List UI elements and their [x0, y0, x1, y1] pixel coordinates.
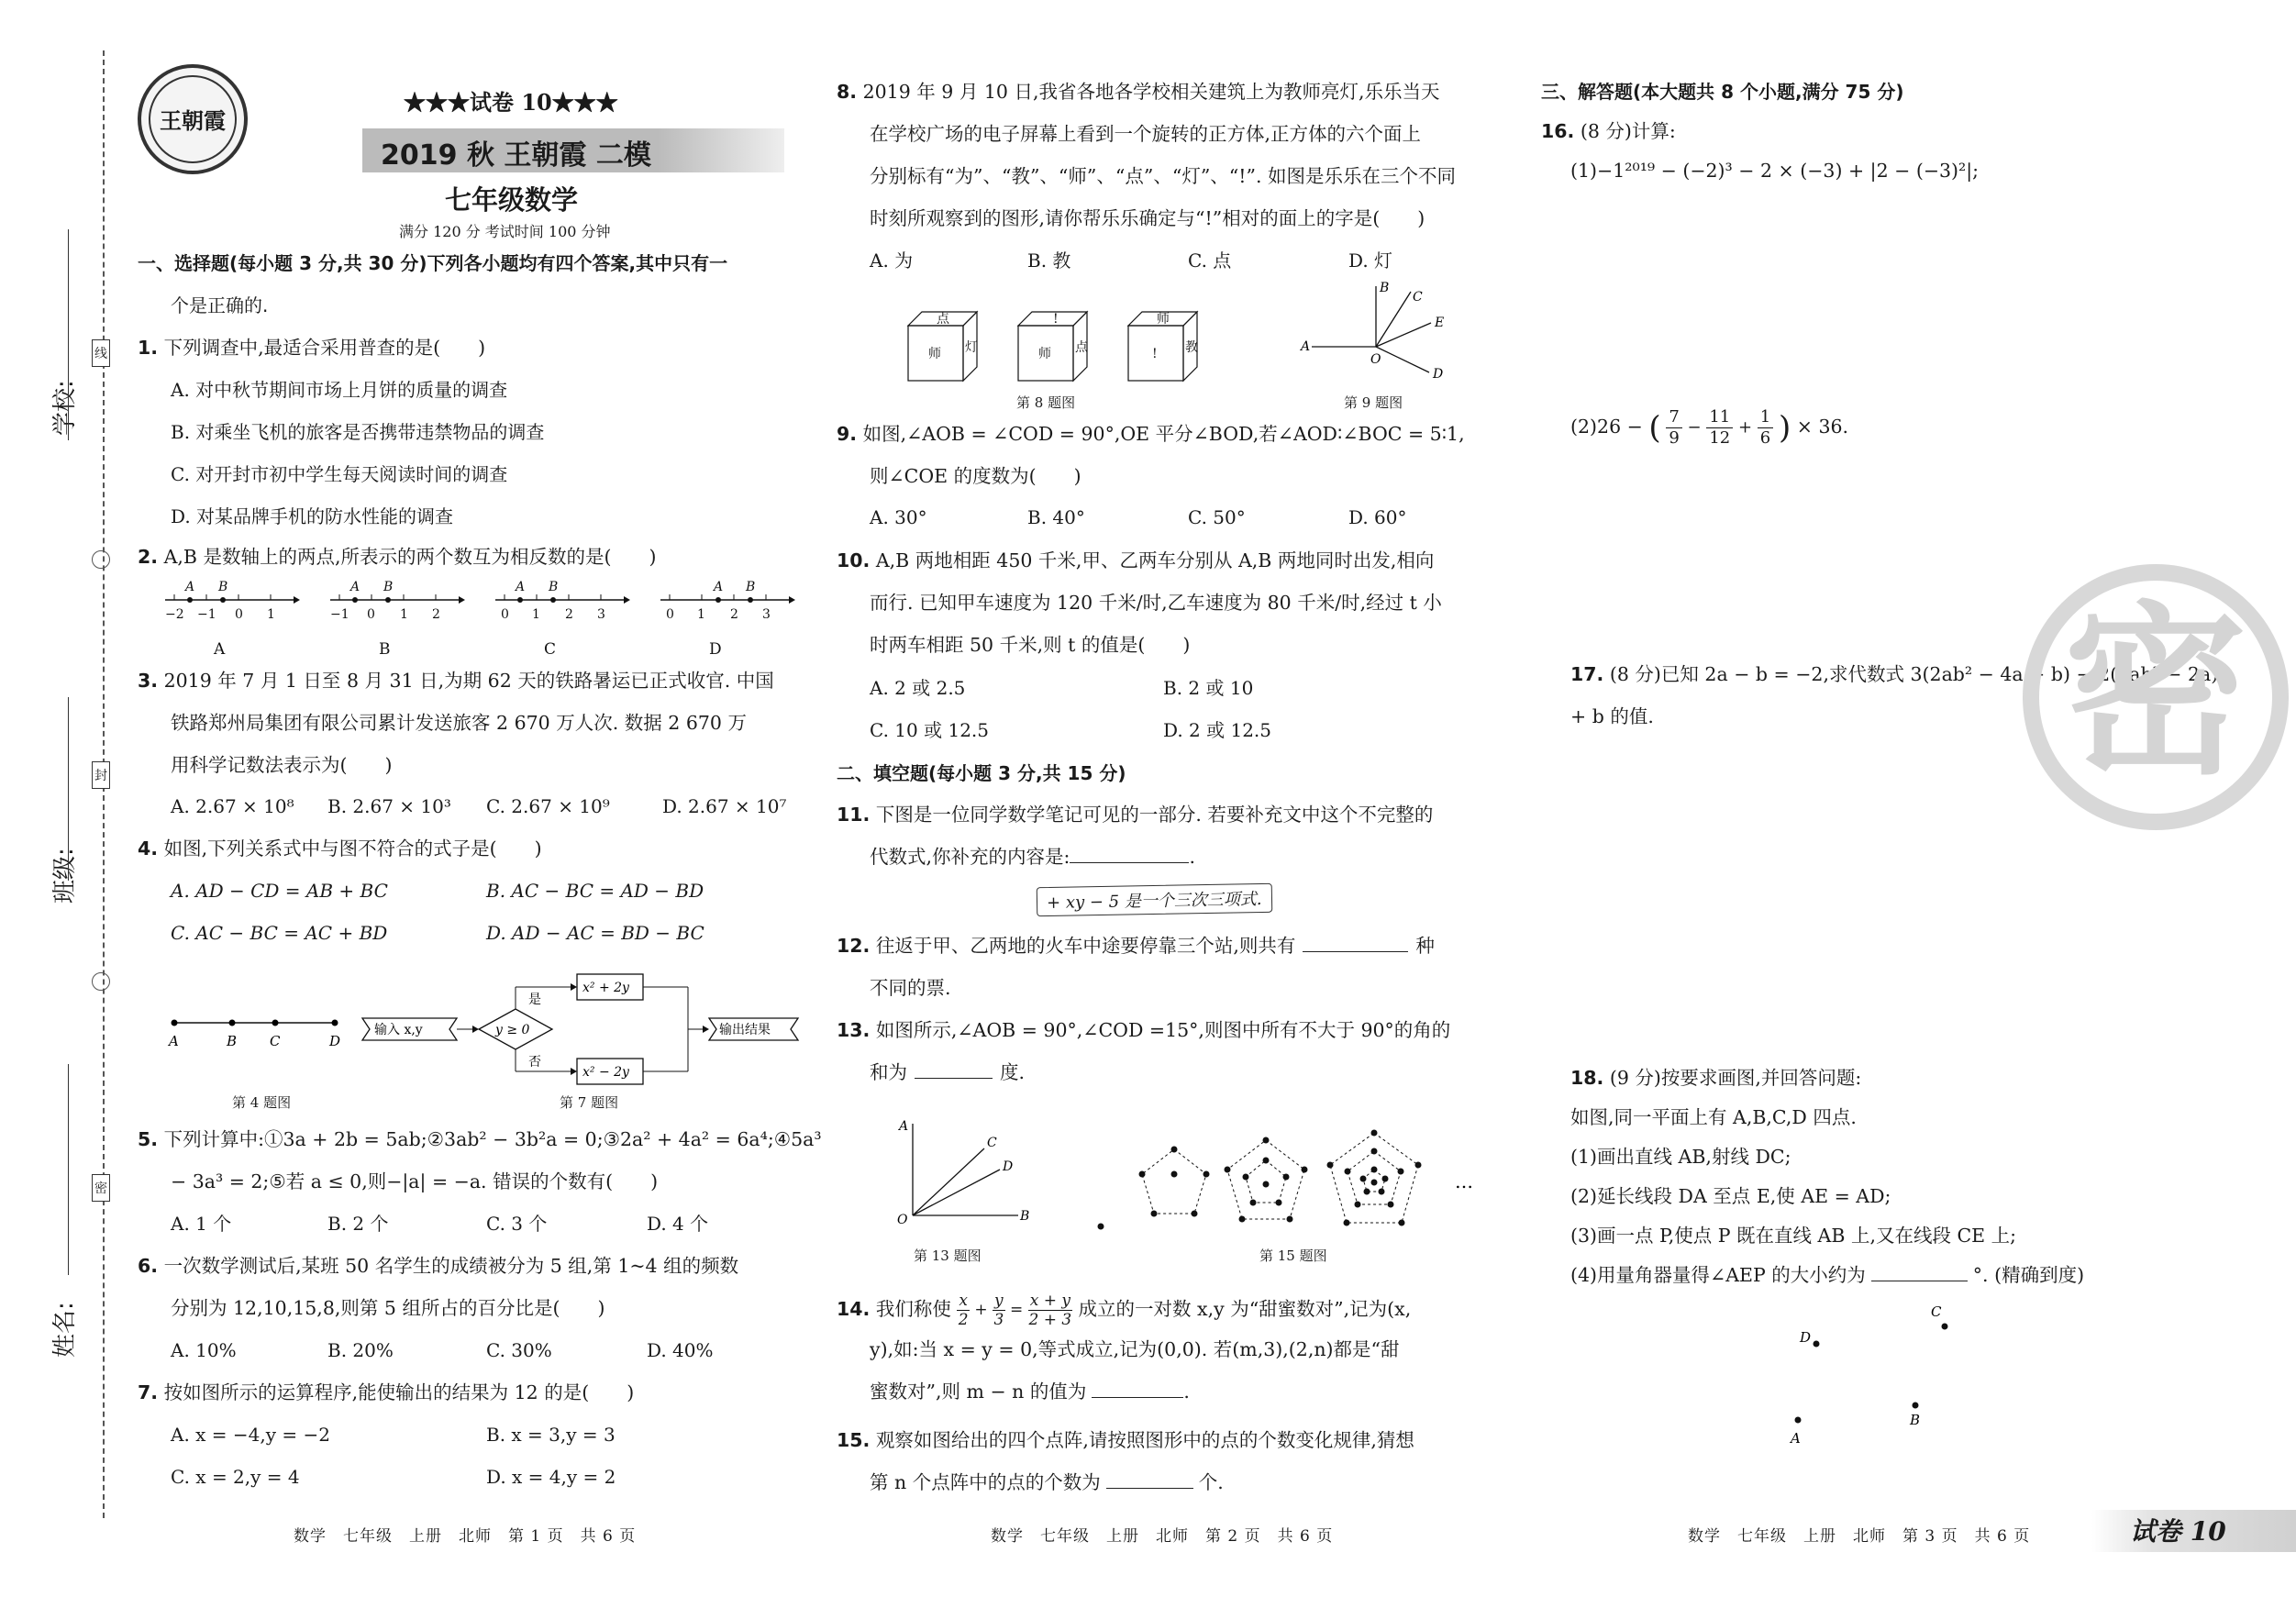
fig9-label-b: B: [1380, 281, 1390, 295]
class-label: 班级:: [51, 848, 79, 904]
q4-option-a: A. AD − CD = AB + BC: [171, 880, 388, 902]
q1-option-b: B. 对乘坐飞机的旅客是否携带违禁物品的调查: [171, 421, 545, 443]
q6-option-c: C. 30%: [486, 1339, 552, 1361]
exam-subtitle: 七年级数学: [445, 184, 579, 216]
q18-point-d: D: [1800, 1329, 1812, 1346]
section-1-heading-cont: 个是正确的.: [171, 294, 269, 316]
q14-equation: $\frac{x}{2}$ + $\frac{y}{3}$ = $\frac{x + y}{2 + 3}$: [958, 1292, 1072, 1329]
name-label: 姓名:: [51, 1302, 79, 1358]
fig7-output: 输出结果: [719, 1023, 771, 1037]
cube3-front: !: [1152, 347, 1158, 361]
svg-text:1: 1: [400, 607, 408, 622]
question-number: 2.: [138, 546, 159, 568]
q8-text-1: 2019 年 9 月 10 日,我省各地各学校相关建筑上为教师亮灯,乐乐当天: [862, 81, 1440, 103]
q2-option-a-label: A: [214, 640, 226, 659]
q18-text-6a: (4)用量角器量得∠AEP 的大小约为: [1570, 1264, 1866, 1286]
q17-text-2: + b 的值.: [1570, 705, 1654, 727]
school-label: 学校:: [51, 380, 79, 436]
q9-option-d: D. 60°: [1348, 506, 1407, 528]
cube1-front: 师: [928, 347, 941, 361]
svg-text:1: 1: [697, 607, 705, 622]
q18-text-3: (1)画出直线 AB,射线 DC;: [1570, 1146, 1791, 1168]
fig7-no: 否: [528, 1055, 541, 1070]
fig8-caption: 第 8 题图: [1016, 394, 1076, 411]
q3-text-1: 2019 年 7 月 1 日至 8 月 31 日,为期 62 天的铁路暑运已正式收官. 中国: [163, 670, 774, 692]
svg-text:−1: −1: [330, 607, 349, 622]
q7-option-c: C. x = 2,y = 4: [171, 1466, 300, 1488]
class-line: [68, 697, 69, 881]
fig4-caption: 第 4 题图: [232, 1094, 292, 1111]
cube2-side: 点: [1075, 340, 1088, 355]
q1-text: 下列调查中,最适合采用普查的是( ): [163, 337, 486, 359]
q5-text-1: 下列计算中:①3a + 2b = 5ab;②3ab² − 3b²a = 0;③2a² + 4a² = 6a⁴;④5a³: [163, 1128, 822, 1150]
q2-text: A,B 是数轴上的两点,所表示的两个数互为相反数的是( ): [163, 546, 657, 568]
q1-option-d: D. 对某品牌手机的防水性能的调查: [171, 505, 454, 527]
q7-option-d: D. x = 4,y = 2: [486, 1466, 616, 1488]
question-number: 9.: [837, 423, 858, 445]
q11-text-2: 代数式,你补充的内容是:: [870, 846, 1070, 868]
q3-text-3: 用科学记数法表示为( ): [171, 754, 393, 776]
q9-option-c: C. 50°: [1188, 506, 1246, 528]
fig9-angles: [1293, 275, 1468, 390]
q14-text-3: 蜜数对”,则 m − n 的值为: [870, 1381, 1087, 1403]
svg-text:A: A: [350, 580, 360, 594]
question-number: 12.: [837, 935, 871, 957]
q5-option-a: A. 1 个: [171, 1213, 232, 1235]
q11-text-1: 下图是一位同学数学笔记可见的一部分. 若要补充文中这个不完整的: [875, 804, 1434, 826]
q4-option-d: D. AD − AC = BD − BC: [486, 922, 704, 944]
q2-number-lines: [161, 576, 803, 659]
logo-seal: [138, 64, 248, 174]
q13-text-1: 如图所示,∠AOB = 90°,∠COD =15°,则图中所有不大于 90°的角的: [875, 1019, 1451, 1041]
q8-option-b: B. 教: [1027, 250, 1071, 272]
confidential-stamp: [2023, 564, 2289, 830]
fig13-label-a: A: [899, 1119, 909, 1134]
fig8-cubes: [881, 294, 1248, 385]
fig7-bottom-expr: x² − 2y: [582, 1065, 629, 1080]
question-number: 6.: [138, 1255, 159, 1277]
cube3-top: 师: [1157, 312, 1170, 327]
svg-text:B: B: [746, 580, 756, 594]
q2-option-c-label: C: [544, 640, 557, 659]
q10-option-b: B. 2 或 10: [1163, 677, 1254, 699]
svg-text:0: 0: [501, 607, 509, 622]
q10-text-1: A,B 两地相距 450 千米,甲、乙两车分别从 A,B 两地同时出发,相向: [875, 549, 1435, 571]
section-1-heading: 一、选择题(每小题 3 分,共 30 分)下列各小题均有四个答案,其中只有一: [138, 252, 728, 274]
fig13-label-c: C: [987, 1136, 997, 1150]
svg-text:A: A: [714, 580, 724, 594]
fig7-top-expr: x² + 2y: [582, 981, 629, 995]
q16-part-2-bracket: ( $\frac{7}{9}$ − $\frac{11}{12}$ + $\frac{1}{6}$ ): [1648, 407, 1791, 448]
svg-text:0: 0: [666, 607, 674, 622]
fig9-label-c: C: [1413, 290, 1423, 305]
q5-text-2: − 3a³ = 2;⑤若 a ≤ 0,则−|a| = −a. 错误的个数有( ): [171, 1170, 659, 1192]
footer-page-2: 数学 七年级 上册 北师 第 2 页 共 6 页: [991, 1527, 1334, 1546]
question-number: 16.: [1541, 120, 1575, 142]
q3-option-c: C. 2.67 × 10⁹: [486, 795, 610, 817]
question-number: 13.: [837, 1019, 871, 1041]
svg-text:1: 1: [267, 607, 275, 622]
q5-option-b: B. 2 个: [327, 1213, 389, 1235]
q3-option-b: B. 2.67 × 10³: [327, 795, 451, 817]
q11-note: + xy − 5 是一个三次三项式.: [1037, 883, 1272, 916]
svg-text:A: A: [516, 580, 526, 594]
fig7-input: 输入 x,y: [374, 1023, 423, 1037]
q7-text: 按如图所示的运算程序,能使输出的结果为 12 的是( ): [163, 1381, 635, 1403]
svg-text:1: 1: [532, 607, 540, 622]
q18-text-1: (9 分)按要求画图,并回答问题:: [1609, 1067, 1862, 1089]
q16-text: (8 分)计算:: [1580, 120, 1676, 142]
exam-title: 2019 秋 王朝霞 二模: [381, 139, 651, 172]
question-number: 3.: [138, 670, 159, 692]
q1-option-a: A. 对中秋节期间市场上月饼的质量的调查: [171, 379, 508, 401]
q16-part-2a: (2)26 −: [1570, 416, 1643, 438]
fig15-ellipsis: …: [1455, 1170, 1473, 1192]
logo-text: 王朝霞: [160, 107, 226, 134]
q14-text-1b: 成立的一对数 x,y 为“甜蜜数对”,记为(x,: [1078, 1298, 1412, 1320]
q15-text-1: 观察如图给出的四个点阵,请按照图形中的点的个数变化规律,猜想: [875, 1429, 1414, 1451]
q10-option-a: A. 2 或 2.5: [870, 677, 966, 699]
question-number: 17.: [1570, 663, 1604, 685]
section-2-heading: 二、填空题(每小题 3 分,共 15 分): [837, 762, 1126, 784]
seal-mark-3: 密: [92, 1174, 110, 1202]
q14-text-1a: 我们称使: [875, 1298, 951, 1320]
q8-text-2: 在学校广场的电子屏幕上看到一个旋转的正方体,正方体的六个面上: [870, 123, 1422, 145]
q3-text-2: 铁路郑州局集团有限公司累计发送旅客 2 670 万人次. 数据 2 670 万: [171, 712, 747, 734]
q5-option-c: C. 3 个: [486, 1213, 548, 1235]
fig9-label-a: A: [1301, 339, 1311, 354]
cube1-side: 灯: [965, 340, 978, 355]
q3-option-d: D. 2.67 × 10⁷: [662, 795, 787, 817]
svg-text:2: 2: [730, 607, 738, 622]
fig7-caption: 第 7 题图: [560, 1094, 619, 1111]
q3-option-a: A. 2.67 × 10⁸: [171, 795, 294, 817]
q9-text-2: 则∠COE 的度数为( ): [870, 465, 1081, 487]
school-line: [68, 229, 69, 440]
fig9-label-o: O: [1370, 352, 1381, 367]
q6-option-b: B. 20%: [327, 1339, 394, 1361]
svg-text:−2: −2: [165, 607, 184, 622]
fig4-point-c: C: [270, 1033, 281, 1049]
q10-option-d: D. 2 或 12.5: [1163, 719, 1272, 741]
q4-option-b: B. AC − BC = AD − BD: [486, 880, 704, 902]
q18-points: [1780, 1298, 1963, 1454]
cube2-front: 师: [1038, 347, 1051, 361]
svg-text:0: 0: [235, 607, 243, 622]
fig9-label-e: E: [1435, 316, 1445, 330]
stamp-text: 密: [2063, 586, 2247, 800]
svg-text:2: 2: [565, 607, 573, 622]
fig7-condition: y ≥ 0: [495, 1023, 530, 1037]
q15-text-2: 第 n 个点阵中的点的个数为: [870, 1471, 1101, 1493]
q10-option-c: C. 10 或 12.5: [870, 719, 989, 741]
q9-option-a: A. 30°: [870, 506, 927, 528]
q4-text: 如图,下列关系式中与图不符合的式子是( ): [163, 837, 542, 859]
q12-text-1b: 种: [1415, 935, 1435, 957]
svg-text:A: A: [185, 580, 195, 594]
section-3-heading: 三、解答题(本大题共 8 个小题,满分 75 分): [1541, 81, 1904, 103]
q13-text-2: 和为: [870, 1061, 907, 1083]
footer-page-1: 数学 七年级 上册 北师 第 1 页 共 6 页: [294, 1527, 637, 1546]
q12-answer-blank[interactable]: [1303, 951, 1408, 952]
q8-text-3: 分别标有“为”、“教”、“师”、“点”、“灯”、“!”. 如图是乐乐在三个不同: [870, 165, 1457, 187]
seal-mark-1: 线: [92, 339, 110, 367]
footer-paper-tag: 试卷 10: [2130, 1516, 2226, 1547]
svg-text:0: 0: [367, 607, 375, 622]
q15-text-2b: 个.: [1198, 1471, 1224, 1493]
fig9-caption: 第 9 题图: [1344, 394, 1403, 411]
q13-text-2b: 度.: [1000, 1061, 1026, 1083]
q10-text-2: 而行. 已知甲车速度为 120 千米/时,乙车速度为 80 千米/时,经过 t 小: [870, 592, 1442, 614]
binding-hole-icon: [92, 550, 110, 569]
question-number: 10.: [837, 549, 871, 571]
binding-hole-icon: [92, 972, 110, 991]
q9-option-b: B. 40°: [1027, 506, 1085, 528]
q14-answer-blank[interactable]: [1092, 1397, 1183, 1398]
q6-text-2: 分别为 12,10,15,8,则第 5 组所占的百分比是( ): [171, 1297, 605, 1319]
q6-option-a: A. 10%: [171, 1339, 237, 1361]
question-number: 18.: [1570, 1067, 1604, 1089]
paper-number: ★★★试卷 10★★★: [404, 89, 618, 116]
fig13-label-o: O: [897, 1213, 908, 1227]
fig4-point-d: D: [329, 1033, 341, 1049]
q7-option-a: A. x = −4,y = −2: [171, 1424, 331, 1446]
q18-point-c: C: [1931, 1303, 1942, 1320]
q6-option-d: D. 40%: [647, 1339, 714, 1361]
q17-text-1: (8 分)已知 2a − b = −2,求代数式 3(2ab² − 4a + b) − 2(3ab² − 2a): [1609, 663, 2219, 685]
question-number: 1.: [138, 337, 159, 359]
q18-text-5: (3)画一点 P,使点 P 既在直线 AB 上,又在线段 CE 上;: [1570, 1225, 2017, 1247]
svg-text:−1: −1: [197, 607, 216, 622]
fig13-caption: 第 13 题图: [914, 1248, 982, 1264]
fig13-angles: [881, 1110, 1046, 1229]
q7-option-b: B. x = 3,y = 3: [486, 1424, 616, 1446]
q13-answer-blank[interactable]: [915, 1078, 993, 1079]
q8-option-d: D. 灯: [1348, 250, 1393, 272]
q6-text-1: 一次数学测试后,某班 50 名学生的成绩被分为 5 组,第 1~4 组的频数: [163, 1255, 739, 1277]
exam-meta: 满分 120 分 考试时间 100 分钟: [399, 223, 611, 240]
q18-point-a: A: [1791, 1430, 1801, 1447]
seal-mark-2: 封: [92, 761, 110, 789]
fig4-point-b: B: [227, 1033, 238, 1049]
q8-text-4: 时刻所观察到的图形,请你帮乐乐确定与“!”相对的面上的字是( ): [870, 207, 1425, 229]
q18-text-6b: °. (精确到度): [1972, 1264, 2085, 1286]
question-number: 11.: [837, 804, 871, 826]
q12-text-1: 往返于甲、乙两地的火车中途要停靠三个站,则共有: [875, 935, 1296, 957]
q12-text-2: 不同的票.: [870, 977, 951, 999]
fig7-flowchart: [358, 963, 807, 1092]
q5-option-d: D. 4 个: [647, 1213, 709, 1235]
q2-option-d-label: D: [709, 640, 722, 659]
fig13-label-d: D: [1003, 1159, 1014, 1174]
q9-text-1: 如图,∠AOB = ∠COD = 90°,OE 平分∠BOD,若∠AOD∶∠BOC = 5∶1,: [862, 423, 1465, 445]
q8-option-c: C. 点: [1188, 250, 1232, 272]
svg-text:B: B: [549, 580, 559, 594]
q2-option-b-label: B: [379, 640, 391, 659]
q10-text-3: 时两车相距 50 千米,则 t 的值是( ): [870, 634, 1191, 656]
q18-text-4: (2)延长线段 DA 至点 E,使 AE = AD;: [1570, 1185, 1891, 1207]
question-number: 7.: [138, 1381, 159, 1403]
q18-point-b: B: [1910, 1412, 1921, 1428]
fig4-segment: [156, 1009, 358, 1055]
fig13-label-b: B: [1020, 1209, 1030, 1224]
q14-text-2: y),如:当 x = y = 0,等式成立,记为(0,0). 若(m,3),(2,n)都是“甜: [870, 1338, 1400, 1360]
question-number: 15.: [837, 1429, 871, 1451]
question-number: 5.: [138, 1128, 159, 1150]
cube1-top: 点: [937, 312, 949, 327]
fig7-yes: 是: [528, 993, 541, 1007]
footer-page-3: 数学 七年级 上册 北师 第 3 页 共 6 页: [1688, 1527, 2031, 1546]
svg-text:2: 2: [432, 607, 440, 622]
fig15-caption: 第 15 题图: [1259, 1248, 1327, 1264]
q18-text-2: 如图,同一平面上有 A,B,C,D 四点.: [1570, 1106, 1857, 1128]
question-number: 8.: [837, 81, 858, 103]
fig9-label-d: D: [1433, 367, 1444, 382]
fig4-point-a: A: [169, 1033, 179, 1049]
q16-part-1: (1)−1²⁰¹⁹ − (−2)³ − 2 × (−3) + |2 − (−3)²|;: [1570, 160, 1980, 182]
svg-text:3: 3: [762, 607, 771, 622]
q11-answer-blank[interactable]: [1070, 862, 1189, 863]
svg-text:3: 3: [597, 607, 605, 622]
question-number: 4.: [138, 837, 159, 859]
fig15-dot-lattices: [1082, 1124, 1486, 1238]
cube3-side: 教: [1185, 340, 1198, 355]
svg-text:B: B: [383, 580, 394, 594]
svg-text:B: B: [218, 580, 228, 594]
q8-option-a: A. 为: [870, 250, 914, 272]
q4-option-c: C. AC − BC = AC + BD: [171, 922, 388, 944]
q1-option-c: C. 对开封市初中学生每天阅读时间的调查: [171, 463, 508, 485]
q16-part-2b: × 36.: [1796, 416, 1849, 438]
name-line: [68, 1064, 69, 1275]
q15-answer-blank[interactable]: [1106, 1488, 1193, 1489]
question-number: 14.: [837, 1298, 871, 1320]
cube2-top: !: [1053, 312, 1059, 327]
